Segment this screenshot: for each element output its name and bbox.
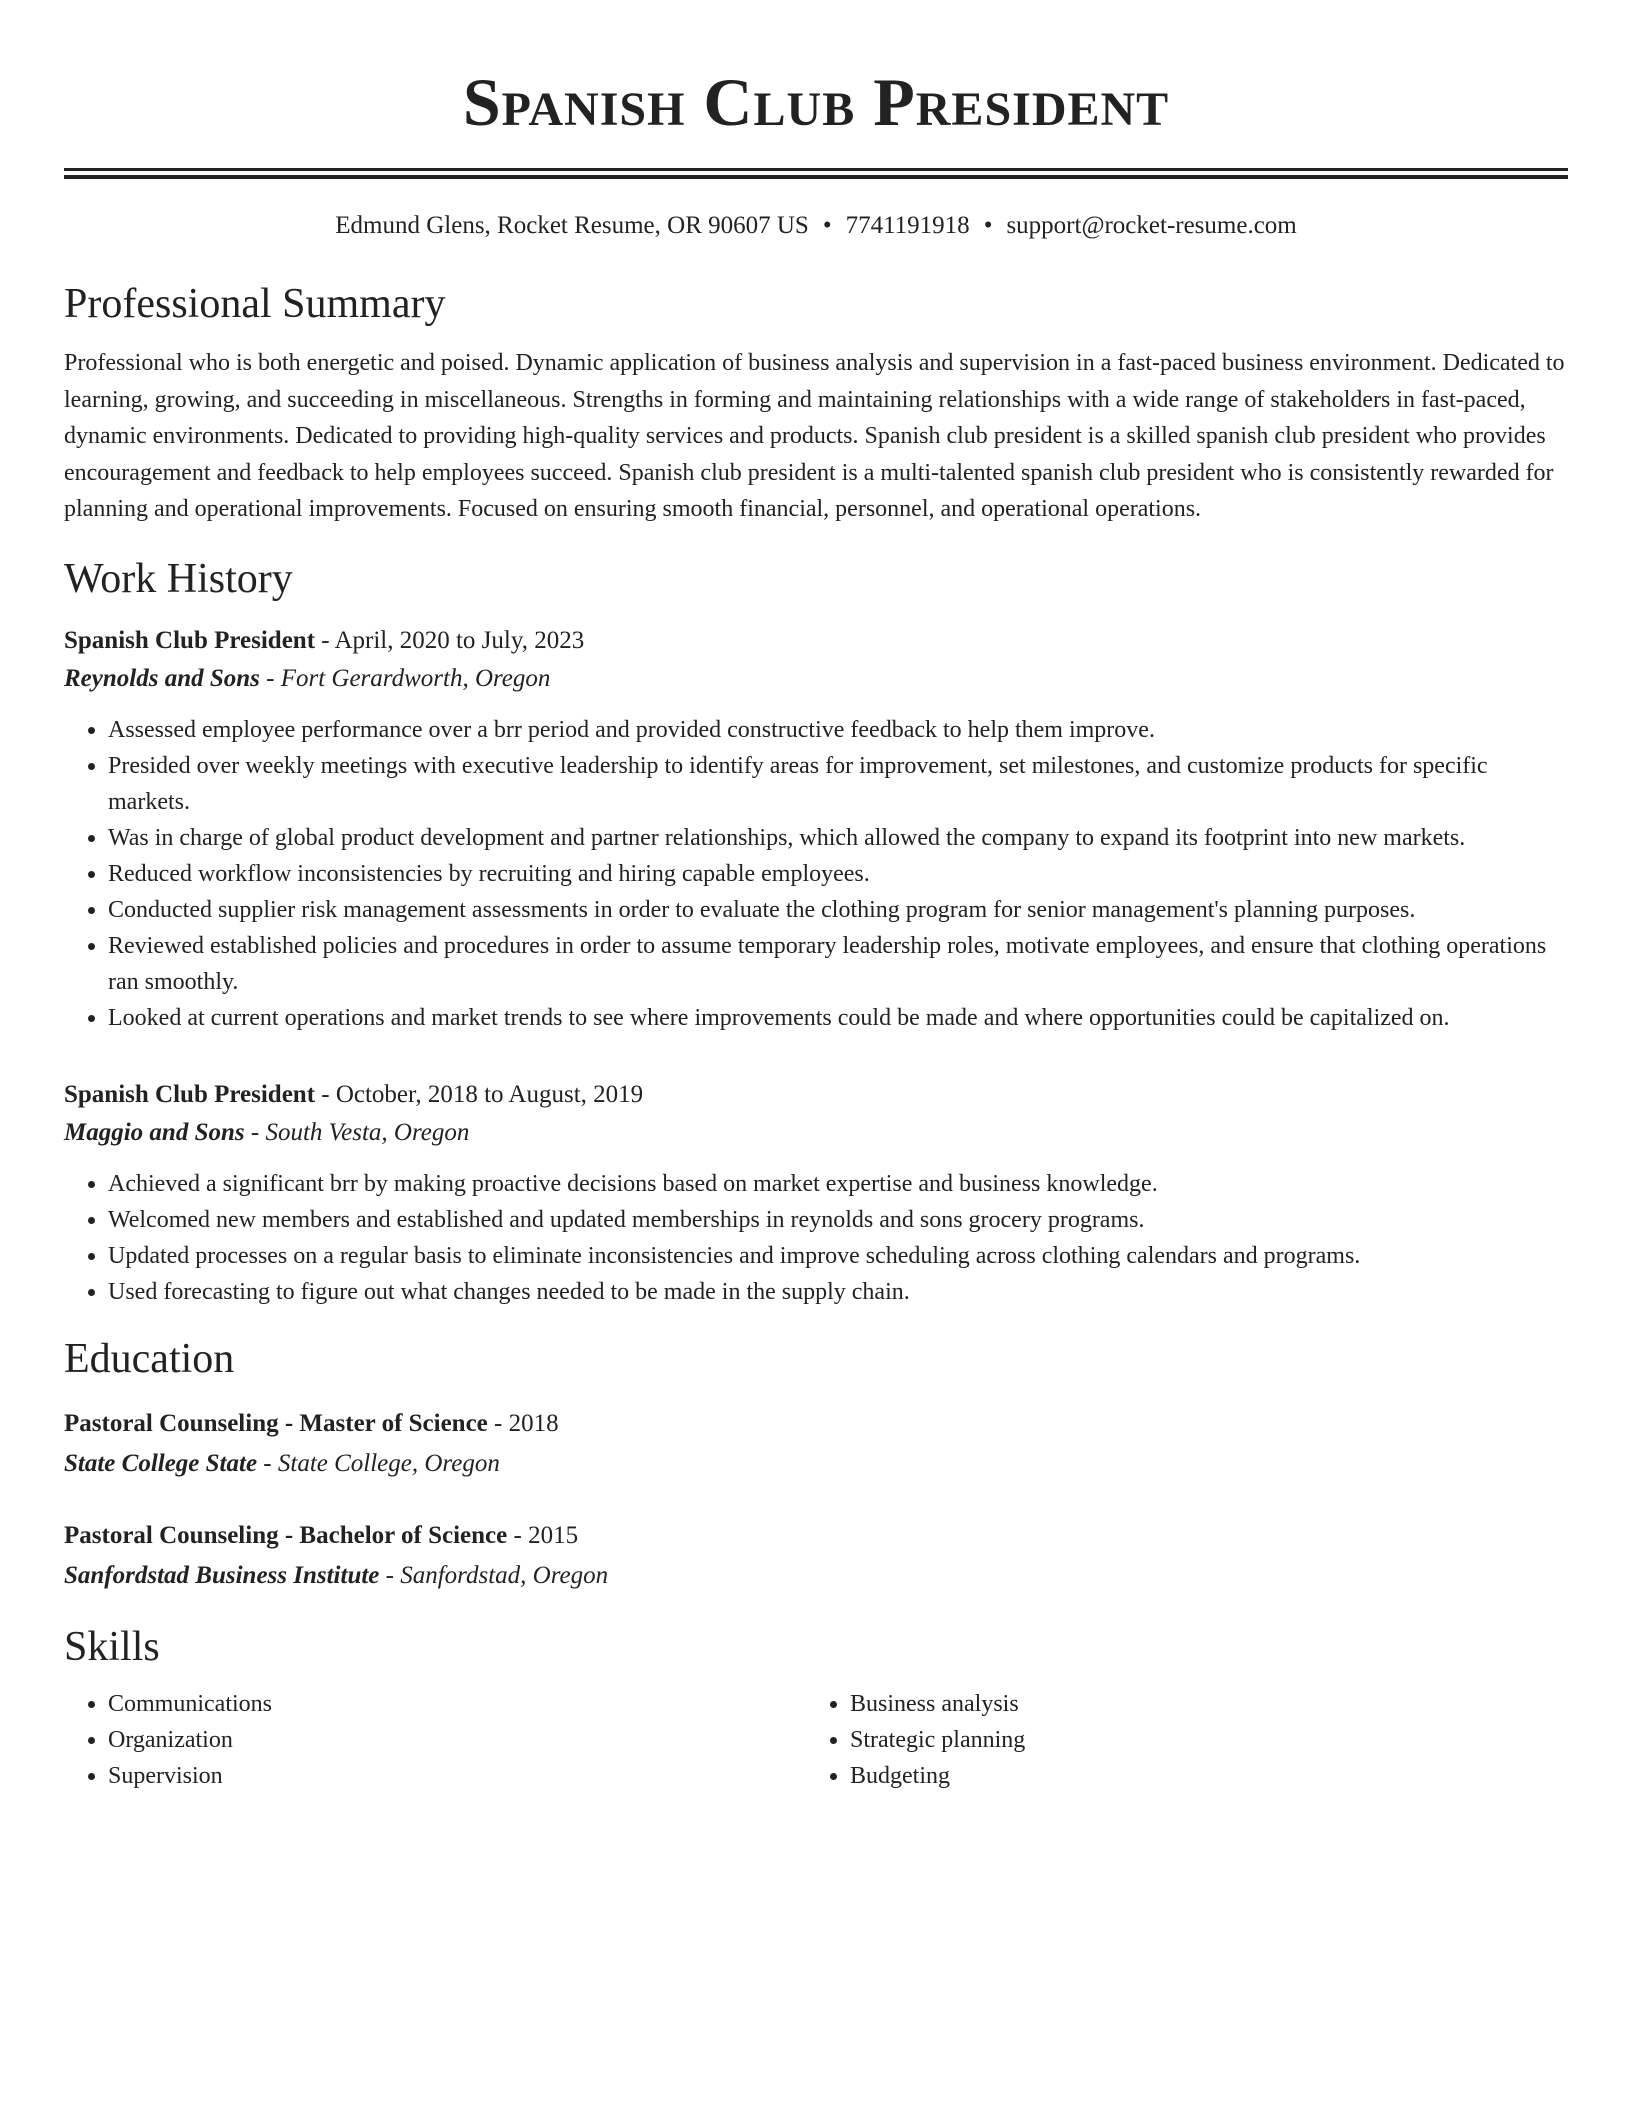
section-title-summary: Professional Summary xyxy=(64,281,446,327)
section-title-skills: Skills xyxy=(64,1623,160,1670)
contact-separator: • xyxy=(983,212,993,239)
job-dates: - October, 2018 to August, 2019 xyxy=(315,1080,644,1108)
skill-item: • Budgeting xyxy=(850,1758,1548,1794)
section-title-education: Education xyxy=(64,1335,235,1382)
summary-text: Professional who is both energetic and poised. Dynamic application of business analysis and supervision in a fast-paced business environment. Dedicated to learning, growing, and succeeding in miscellaneous. Strengths in forming and maintaining relationships with a wide range of stakeholders in fast-paced, dynamic environments. Dedicated to providing high-quality services and products. Spanish club president is a skilled spanish club president who provides encouragement and feedback to help employees succeed. Spanish club president is a multi-talented spanish club president who is consistently rewarded for planning and operational improvements. Focused on ensuring smooth financial, personnel, and operational operations. xyxy=(64,350,1565,522)
skill-item: • Strategic planning xyxy=(850,1722,1548,1758)
job-bullet: • Welcomed new members and established and updated memberships in reynolds and sons grocery programs. xyxy=(108,1202,1568,1238)
job-bullets xyxy=(64,1166,1568,1310)
job-employer xyxy=(64,660,1568,698)
education-institution xyxy=(64,1444,1568,1484)
education-heading xyxy=(64,1516,1568,1556)
contact-line xyxy=(64,209,1568,243)
job-bullet: • Reduced workflow inconsistencies by recruiting and hiring capable employees. xyxy=(108,856,1568,892)
job-bullet: • Used forecasting to figure out what changes needed to be made in the supply chain. xyxy=(108,1274,1568,1310)
job-bullet: • Was in charge of global product development and partner relationships, which allowed the company to expand its footprint into new markets. xyxy=(108,820,1568,856)
header-divider xyxy=(64,168,1568,179)
education-location: - Sanfordstad, Oregon xyxy=(379,1561,609,1589)
education-heading xyxy=(64,1404,1568,1444)
job-bullet: • Assessed employee performance over a brr period and provided constructive feedback to help them improve. xyxy=(108,712,1568,748)
job-entry xyxy=(64,1076,1568,1310)
resume-page xyxy=(64,0,1568,1794)
job-bullet: • Updated processes on a regular basis to eliminate inconsistencies and improve scheduling across clothing calendars and programs. xyxy=(108,1238,1568,1274)
section-title-work-history: Work History xyxy=(64,555,293,602)
education-degree: Pastoral Counseling - Master of Science xyxy=(64,1409,488,1437)
job-role: Spanish Club President xyxy=(64,626,316,654)
skill-item: • Supervision xyxy=(108,1758,806,1794)
skill-item: • Communications xyxy=(108,1686,806,1722)
job-bullet: • Conducted supplier risk management assessments in order to evaluate the clothing program for senior management's planning purposes. xyxy=(108,892,1568,928)
job-bullet: • Achieved a significant brr by making proactive decisions based on market expertise and business knowledge. xyxy=(108,1166,1568,1202)
education-year: - 2018 xyxy=(487,1409,559,1437)
job-dates: - April, 2020 to July, 2023 xyxy=(315,626,585,654)
skills-column-left xyxy=(64,1686,806,1794)
education-year: - 2015 xyxy=(507,1521,579,1549)
job-bullet: • Looked at current operations and market trends to see where improvements could be made and where opportunities could be capitalized on. xyxy=(108,1000,1568,1036)
job-heading xyxy=(64,622,1568,660)
job-entry xyxy=(64,622,1568,1036)
job-bullet: • Reviewed established policies and procedures in order to assume temporary leadership roles, motivate employees, and ensure that clothing operations ran smoothly. xyxy=(108,928,1568,1000)
education-degree: Pastoral Counseling - Bachelor of Science xyxy=(64,1521,508,1549)
contact-address: Edmund Glens, Rocket Resume, OR 90607 US xyxy=(335,212,809,239)
resume-name: Spanish Club President xyxy=(462,64,1170,140)
skills-list xyxy=(64,1686,1568,1794)
job-location: - Fort Gerardworth, Oregon xyxy=(259,664,551,692)
job-company: Reynolds and Sons xyxy=(64,664,260,692)
education-school: Sanfordstad Business Institute xyxy=(64,1561,380,1589)
contact-separator: • xyxy=(822,212,832,239)
skill-item: • Business analysis xyxy=(850,1686,1548,1722)
job-role: Spanish Club President xyxy=(64,1080,316,1108)
job-bullet: • Presided over weekly meetings with executive leadership to identify areas for improvement, set milestones, and customize products for specific markets. xyxy=(108,748,1568,820)
contact-phone: 7741191918 xyxy=(845,212,970,239)
job-employer xyxy=(64,1114,1568,1152)
job-location: - South Vesta, Oregon xyxy=(244,1118,470,1146)
education-institution xyxy=(64,1556,1568,1596)
job-company: Maggio and Sons xyxy=(64,1118,245,1146)
education-school: State College State xyxy=(64,1449,258,1477)
education-entry xyxy=(64,1404,1568,1484)
education-entry xyxy=(64,1516,1568,1596)
job-heading xyxy=(64,1076,1568,1114)
job-bullets xyxy=(64,712,1568,1036)
contact-email: support@rocket-resume.com xyxy=(1006,212,1297,239)
skills-column-right xyxy=(806,1686,1548,1794)
skill-item: • Organization xyxy=(108,1722,806,1758)
education-location: - State College, Oregon xyxy=(257,1449,500,1477)
